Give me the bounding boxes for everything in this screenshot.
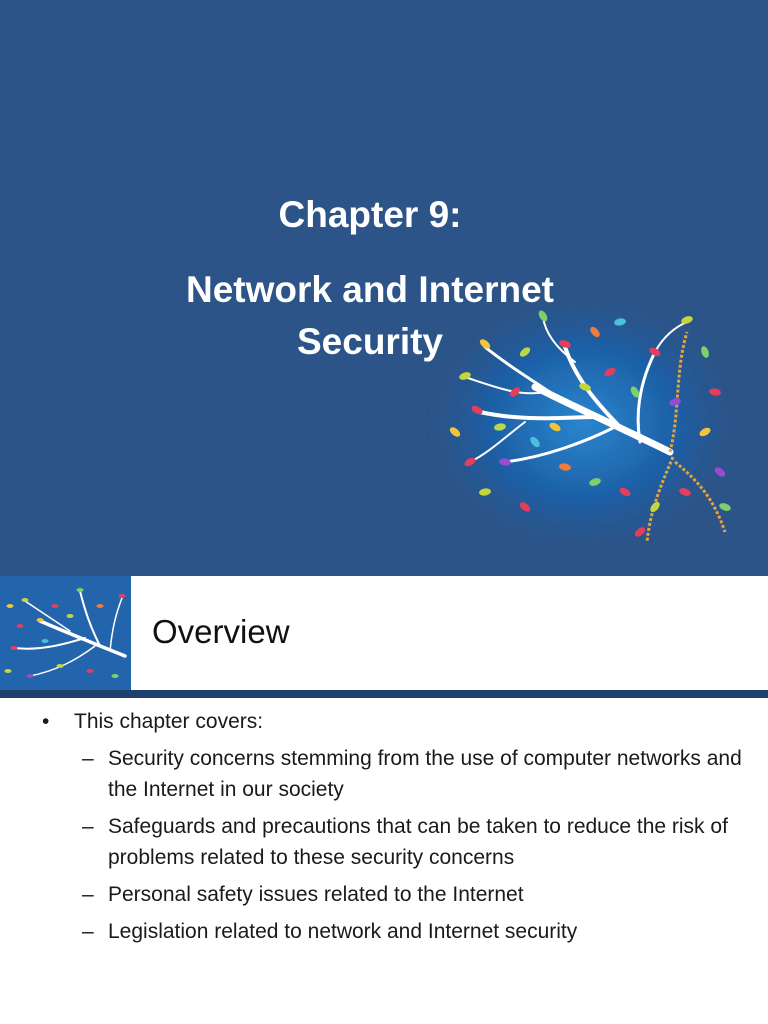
sub-bullet-item — [42, 743, 742, 805]
overview-slide — [0, 576, 768, 1024]
sub-bullet-marker: – — [82, 883, 94, 906]
sub-bullet-text: Personal safety issues related to the Internet — [108, 883, 524, 906]
bullet-marker: • — [42, 710, 50, 733]
sub-bullet-item — [42, 879, 742, 910]
title-text-block — [0, 186, 740, 368]
bullet-item — [42, 706, 742, 737]
sub-bullet-marker: – — [82, 920, 94, 943]
sub-bullet-text: Security concerns stemming from the use of computer networks and the Internet in our society — [108, 747, 742, 801]
slide-header — [0, 576, 768, 691]
sub-bullet-item — [42, 916, 742, 947]
sub-bullet-text: Safeguards and precautions that can be taken to reduce the risk of problems related to these security concerns — [108, 815, 728, 869]
sub-bullet-marker: – — [82, 747, 94, 770]
chapter-subtitle: Network and Internet Security — [186, 269, 554, 362]
sub-bullet-marker: – — [82, 815, 94, 838]
chapter-heading: Chapter 9: — [278, 194, 462, 235]
sub-bullet-item — [42, 811, 742, 873]
bullet-text: This chapter covers: — [74, 710, 264, 733]
tree-thumbnail-icon — [0, 576, 131, 690]
slide-title: Overview — [152, 613, 290, 650]
sub-bullet-text: Legislation related to network and Internet security — [108, 920, 578, 943]
bullet-list — [42, 706, 742, 953]
header-divider — [0, 690, 768, 698]
